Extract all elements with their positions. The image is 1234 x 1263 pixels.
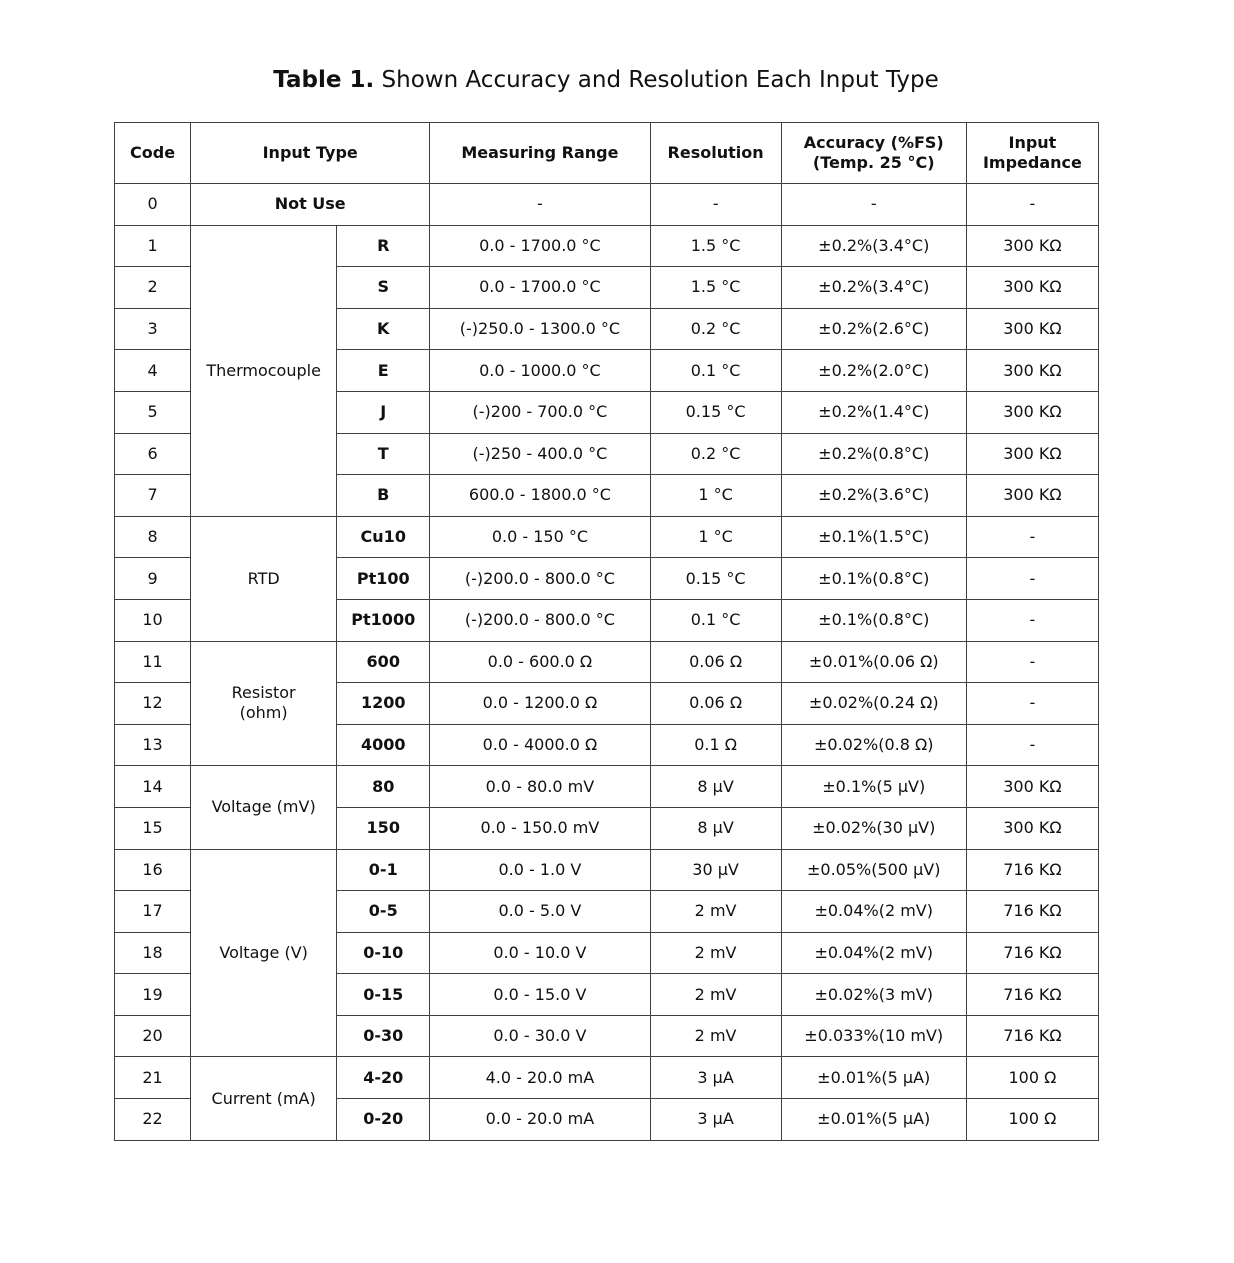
cell-code: 8 — [115, 516, 191, 558]
input-group-label: Resistor — [231, 683, 296, 703]
cell-code: 14 — [115, 766, 191, 808]
table-row — [115, 766, 1099, 808]
input-group-label: Voltage (V) — [219, 942, 308, 962]
cell-impedance: - — [966, 724, 1098, 766]
cell-variant: 4000 — [337, 724, 430, 766]
cell-impedance: 100 Ω — [966, 1099, 1098, 1141]
cell-variant: 4-20 — [337, 1057, 430, 1099]
cell-accuracy: - — [781, 184, 966, 226]
cell-input-group — [191, 641, 337, 766]
cell-code: 21 — [115, 1057, 191, 1099]
cell-range: 0.0 - 1200.0 Ω — [430, 683, 650, 725]
cell-code: 9 — [115, 558, 191, 600]
cell-impedance: 300 KΩ — [966, 433, 1098, 475]
cell-accuracy: ±0.04%(2 mV) — [781, 932, 966, 974]
cell-range: 0.0 - 1000.0 °C — [430, 350, 650, 392]
cell-accuracy: ±0.2%(3.6°C) — [781, 475, 966, 517]
cell-code: 13 — [115, 724, 191, 766]
cell-variant: 0-30 — [337, 1015, 430, 1057]
cell-variant: T — [337, 433, 430, 475]
cell-range: 0.0 - 15.0 V — [430, 974, 650, 1016]
cell-variant: S — [337, 267, 430, 309]
cell-accuracy: ±0.04%(2 mV) — [781, 891, 966, 933]
cell-input-group — [191, 766, 337, 849]
cell-variant: 1200 — [337, 683, 430, 725]
cell-impedance: 300 KΩ — [966, 308, 1098, 350]
cell-code: 4 — [115, 350, 191, 392]
cell-resolution: 1 °C — [650, 475, 781, 517]
cell-impedance: - — [966, 641, 1098, 683]
cell-input-group — [191, 1057, 337, 1140]
cell-resolution: 1 °C — [650, 516, 781, 558]
header-measuring-range: Measuring Range — [430, 123, 650, 184]
cell-not-use-label: Not Use — [191, 184, 430, 226]
cell-resolution: 0.2 °C — [650, 433, 781, 475]
cell-variant: R — [337, 225, 430, 267]
cell-impedance: 716 KΩ — [966, 849, 1098, 891]
table-caption-number: Table 1. — [273, 67, 375, 93]
cell-variant: J — [337, 391, 430, 433]
cell-range: (-)200.0 - 800.0 °C — [430, 599, 650, 641]
cell-range: 0.0 - 1700.0 °C — [430, 267, 650, 309]
cell-impedance: 300 KΩ — [966, 807, 1098, 849]
cell-impedance: 716 KΩ — [966, 1015, 1098, 1057]
cell-variant: 150 — [337, 807, 430, 849]
input-type-spec-table — [114, 122, 1099, 1141]
input-group-label: Thermocouple — [206, 360, 321, 380]
cell-variant: K — [337, 308, 430, 350]
cell-range: 0.0 - 10.0 V — [430, 932, 650, 974]
cell-variant: Cu10 — [337, 516, 430, 558]
cell-accuracy: ±0.01%(0.06 Ω) — [781, 641, 966, 683]
table-caption-text: Shown Accuracy and Resolution Each Input Type — [381, 67, 939, 93]
cell-impedance: 300 KΩ — [966, 475, 1098, 517]
header-accuracy-line2: (Temp. 25 °C) — [812, 153, 935, 172]
cell-range: (-)200.0 - 800.0 °C — [430, 558, 650, 600]
cell-range: (-)250 - 400.0 °C — [430, 433, 650, 475]
cell-range: 0.0 - 30.0 V — [430, 1015, 650, 1057]
cell-code: 15 — [115, 807, 191, 849]
header-impedance-line1: Input — [1008, 133, 1057, 152]
header-resolution: Resolution — [650, 123, 781, 184]
cell-variant: 0-20 — [337, 1099, 430, 1141]
cell-code: 20 — [115, 1015, 191, 1057]
cell-accuracy: ±0.02%(0.8 Ω) — [781, 724, 966, 766]
cell-impedance: - — [966, 558, 1098, 600]
cell-accuracy: ±0.1%(5 μV) — [781, 766, 966, 808]
cell-range: 0.0 - 1700.0 °C — [430, 225, 650, 267]
cell-accuracy: ±0.01%(5 μA) — [781, 1057, 966, 1099]
cell-resolution: - — [650, 184, 781, 226]
cell-variant: 0-15 — [337, 974, 430, 1016]
cell-accuracy: ±0.2%(1.4°C) — [781, 391, 966, 433]
cell-range: 0.0 - 5.0 V — [430, 891, 650, 933]
cell-accuracy: ±0.02%(30 μV) — [781, 807, 966, 849]
cell-variant: Pt100 — [337, 558, 430, 600]
cell-accuracy: ±0.2%(0.8°C) — [781, 433, 966, 475]
cell-resolution: 0.2 °C — [650, 308, 781, 350]
cell-impedance: - — [966, 184, 1098, 226]
table-row — [115, 641, 1099, 683]
cell-resolution: 1.5 °C — [650, 267, 781, 309]
cell-range: (-)250.0 - 1300.0 °C — [430, 308, 650, 350]
cell-accuracy: ±0.05%(500 μV) — [781, 849, 966, 891]
cell-code: 18 — [115, 932, 191, 974]
header-impedance — [966, 123, 1098, 184]
cell-code: 10 — [115, 599, 191, 641]
table-row — [115, 225, 1099, 267]
cell-range: - — [430, 184, 650, 226]
cell-variant: Pt1000 — [337, 599, 430, 641]
cell-code: 19 — [115, 974, 191, 1016]
cell-code: 12 — [115, 683, 191, 725]
cell-resolution: 0.1 °C — [650, 599, 781, 641]
table-row — [115, 516, 1099, 558]
cell-code: 5 — [115, 391, 191, 433]
cell-accuracy: ±0.02%(0.24 Ω) — [781, 683, 966, 725]
header-impedance-line2: Impedance — [982, 153, 1082, 172]
table-body — [115, 184, 1099, 1141]
cell-code: 3 — [115, 308, 191, 350]
cell-resolution: 2 mV — [650, 1015, 781, 1057]
cell-impedance: - — [966, 516, 1098, 558]
cell-accuracy: ±0.2%(3.4°C) — [781, 225, 966, 267]
cell-resolution: 0.15 °C — [650, 391, 781, 433]
cell-impedance: 300 KΩ — [966, 766, 1098, 808]
cell-variant: B — [337, 475, 430, 517]
cell-resolution: 0.1 °C — [650, 350, 781, 392]
cell-resolution: 0.06 Ω — [650, 683, 781, 725]
cell-code: 11 — [115, 641, 191, 683]
cell-code: 22 — [115, 1099, 191, 1141]
cell-code: 17 — [115, 891, 191, 933]
cell-impedance: 716 KΩ — [966, 932, 1098, 974]
cell-impedance: 716 KΩ — [966, 974, 1098, 1016]
cell-impedance: 300 KΩ — [966, 350, 1098, 392]
cell-impedance: 300 KΩ — [966, 225, 1098, 267]
input-group-label: Current (mA) — [211, 1088, 316, 1108]
table-caption — [0, 64, 1212, 96]
cell-accuracy: ±0.2%(3.4°C) — [781, 267, 966, 309]
cell-accuracy: ±0.2%(2.6°C) — [781, 308, 966, 350]
cell-accuracy: ±0.033%(10 mV) — [781, 1015, 966, 1057]
cell-range: 0.0 - 20.0 mA — [430, 1099, 650, 1141]
cell-impedance: - — [966, 683, 1098, 725]
cell-variant: 0-10 — [337, 932, 430, 974]
cell-range: 0.0 - 4000.0 Ω — [430, 724, 650, 766]
cell-range: 0.0 - 150.0 mV — [430, 807, 650, 849]
cell-resolution: 0.1 Ω — [650, 724, 781, 766]
cell-input-group — [191, 849, 337, 1057]
cell-resolution: 2 mV — [650, 932, 781, 974]
cell-resolution: 1.5 °C — [650, 225, 781, 267]
cell-input-group — [191, 225, 337, 516]
cell-accuracy: ±0.01%(5 μA) — [781, 1099, 966, 1141]
cell-code: 1 — [115, 225, 191, 267]
cell-variant: 80 — [337, 766, 430, 808]
table-header-row — [115, 123, 1099, 184]
input-group-label: (ohm) — [239, 703, 288, 723]
header-accuracy — [781, 123, 966, 184]
cell-impedance: 716 KΩ — [966, 891, 1098, 933]
header-code: Code — [115, 123, 191, 184]
cell-impedance: 100 Ω — [966, 1057, 1098, 1099]
cell-accuracy: ±0.1%(1.5°C) — [781, 516, 966, 558]
cell-resolution: 8 μV — [650, 766, 781, 808]
cell-code: 6 — [115, 433, 191, 475]
cell-impedance: 300 KΩ — [966, 391, 1098, 433]
cell-resolution: 3 μA — [650, 1099, 781, 1141]
cell-accuracy: ±0.02%(3 mV) — [781, 974, 966, 1016]
cell-resolution: 2 mV — [650, 891, 781, 933]
cell-variant: 600 — [337, 641, 430, 683]
cell-accuracy: ±0.1%(0.8°C) — [781, 599, 966, 641]
cell-impedance: - — [966, 599, 1098, 641]
cell-variant: 0-1 — [337, 849, 430, 891]
cell-resolution: 8 μV — [650, 807, 781, 849]
cell-variant: E — [337, 350, 430, 392]
cell-code: 16 — [115, 849, 191, 891]
cell-accuracy: ±0.2%(2.0°C) — [781, 350, 966, 392]
cell-resolution: 30 μV — [650, 849, 781, 891]
table-row — [115, 1057, 1099, 1099]
cell-resolution: 3 μA — [650, 1057, 781, 1099]
cell-code: 7 — [115, 475, 191, 517]
input-group-label: RTD — [247, 568, 280, 588]
cell-range: 0.0 - 80.0 mV — [430, 766, 650, 808]
cell-input-group — [191, 516, 337, 641]
cell-variant: 0-5 — [337, 891, 430, 933]
cell-resolution: 0.15 °C — [650, 558, 781, 600]
cell-range: (-)200 - 700.0 °C — [430, 391, 650, 433]
cell-code: 0 — [115, 184, 191, 226]
cell-range: 0.0 - 1.0 V — [430, 849, 650, 891]
header-input-type: Input Type — [191, 123, 430, 184]
cell-accuracy: ±0.1%(0.8°C) — [781, 558, 966, 600]
cell-range: 600.0 - 1800.0 °C — [430, 475, 650, 517]
header-accuracy-line1: Accuracy (%FS) — [803, 133, 944, 152]
cell-range: 0.0 - 150 °C — [430, 516, 650, 558]
cell-range: 4.0 - 20.0 mA — [430, 1057, 650, 1099]
input-group-label: Voltage (mV) — [211, 797, 316, 817]
table-row — [115, 849, 1099, 891]
cell-resolution: 0.06 Ω — [650, 641, 781, 683]
table-row-not-use — [115, 184, 1099, 226]
cell-code: 2 — [115, 267, 191, 309]
cell-impedance: 300 KΩ — [966, 267, 1098, 309]
cell-resolution: 2 mV — [650, 974, 781, 1016]
cell-range: 0.0 - 600.0 Ω — [430, 641, 650, 683]
